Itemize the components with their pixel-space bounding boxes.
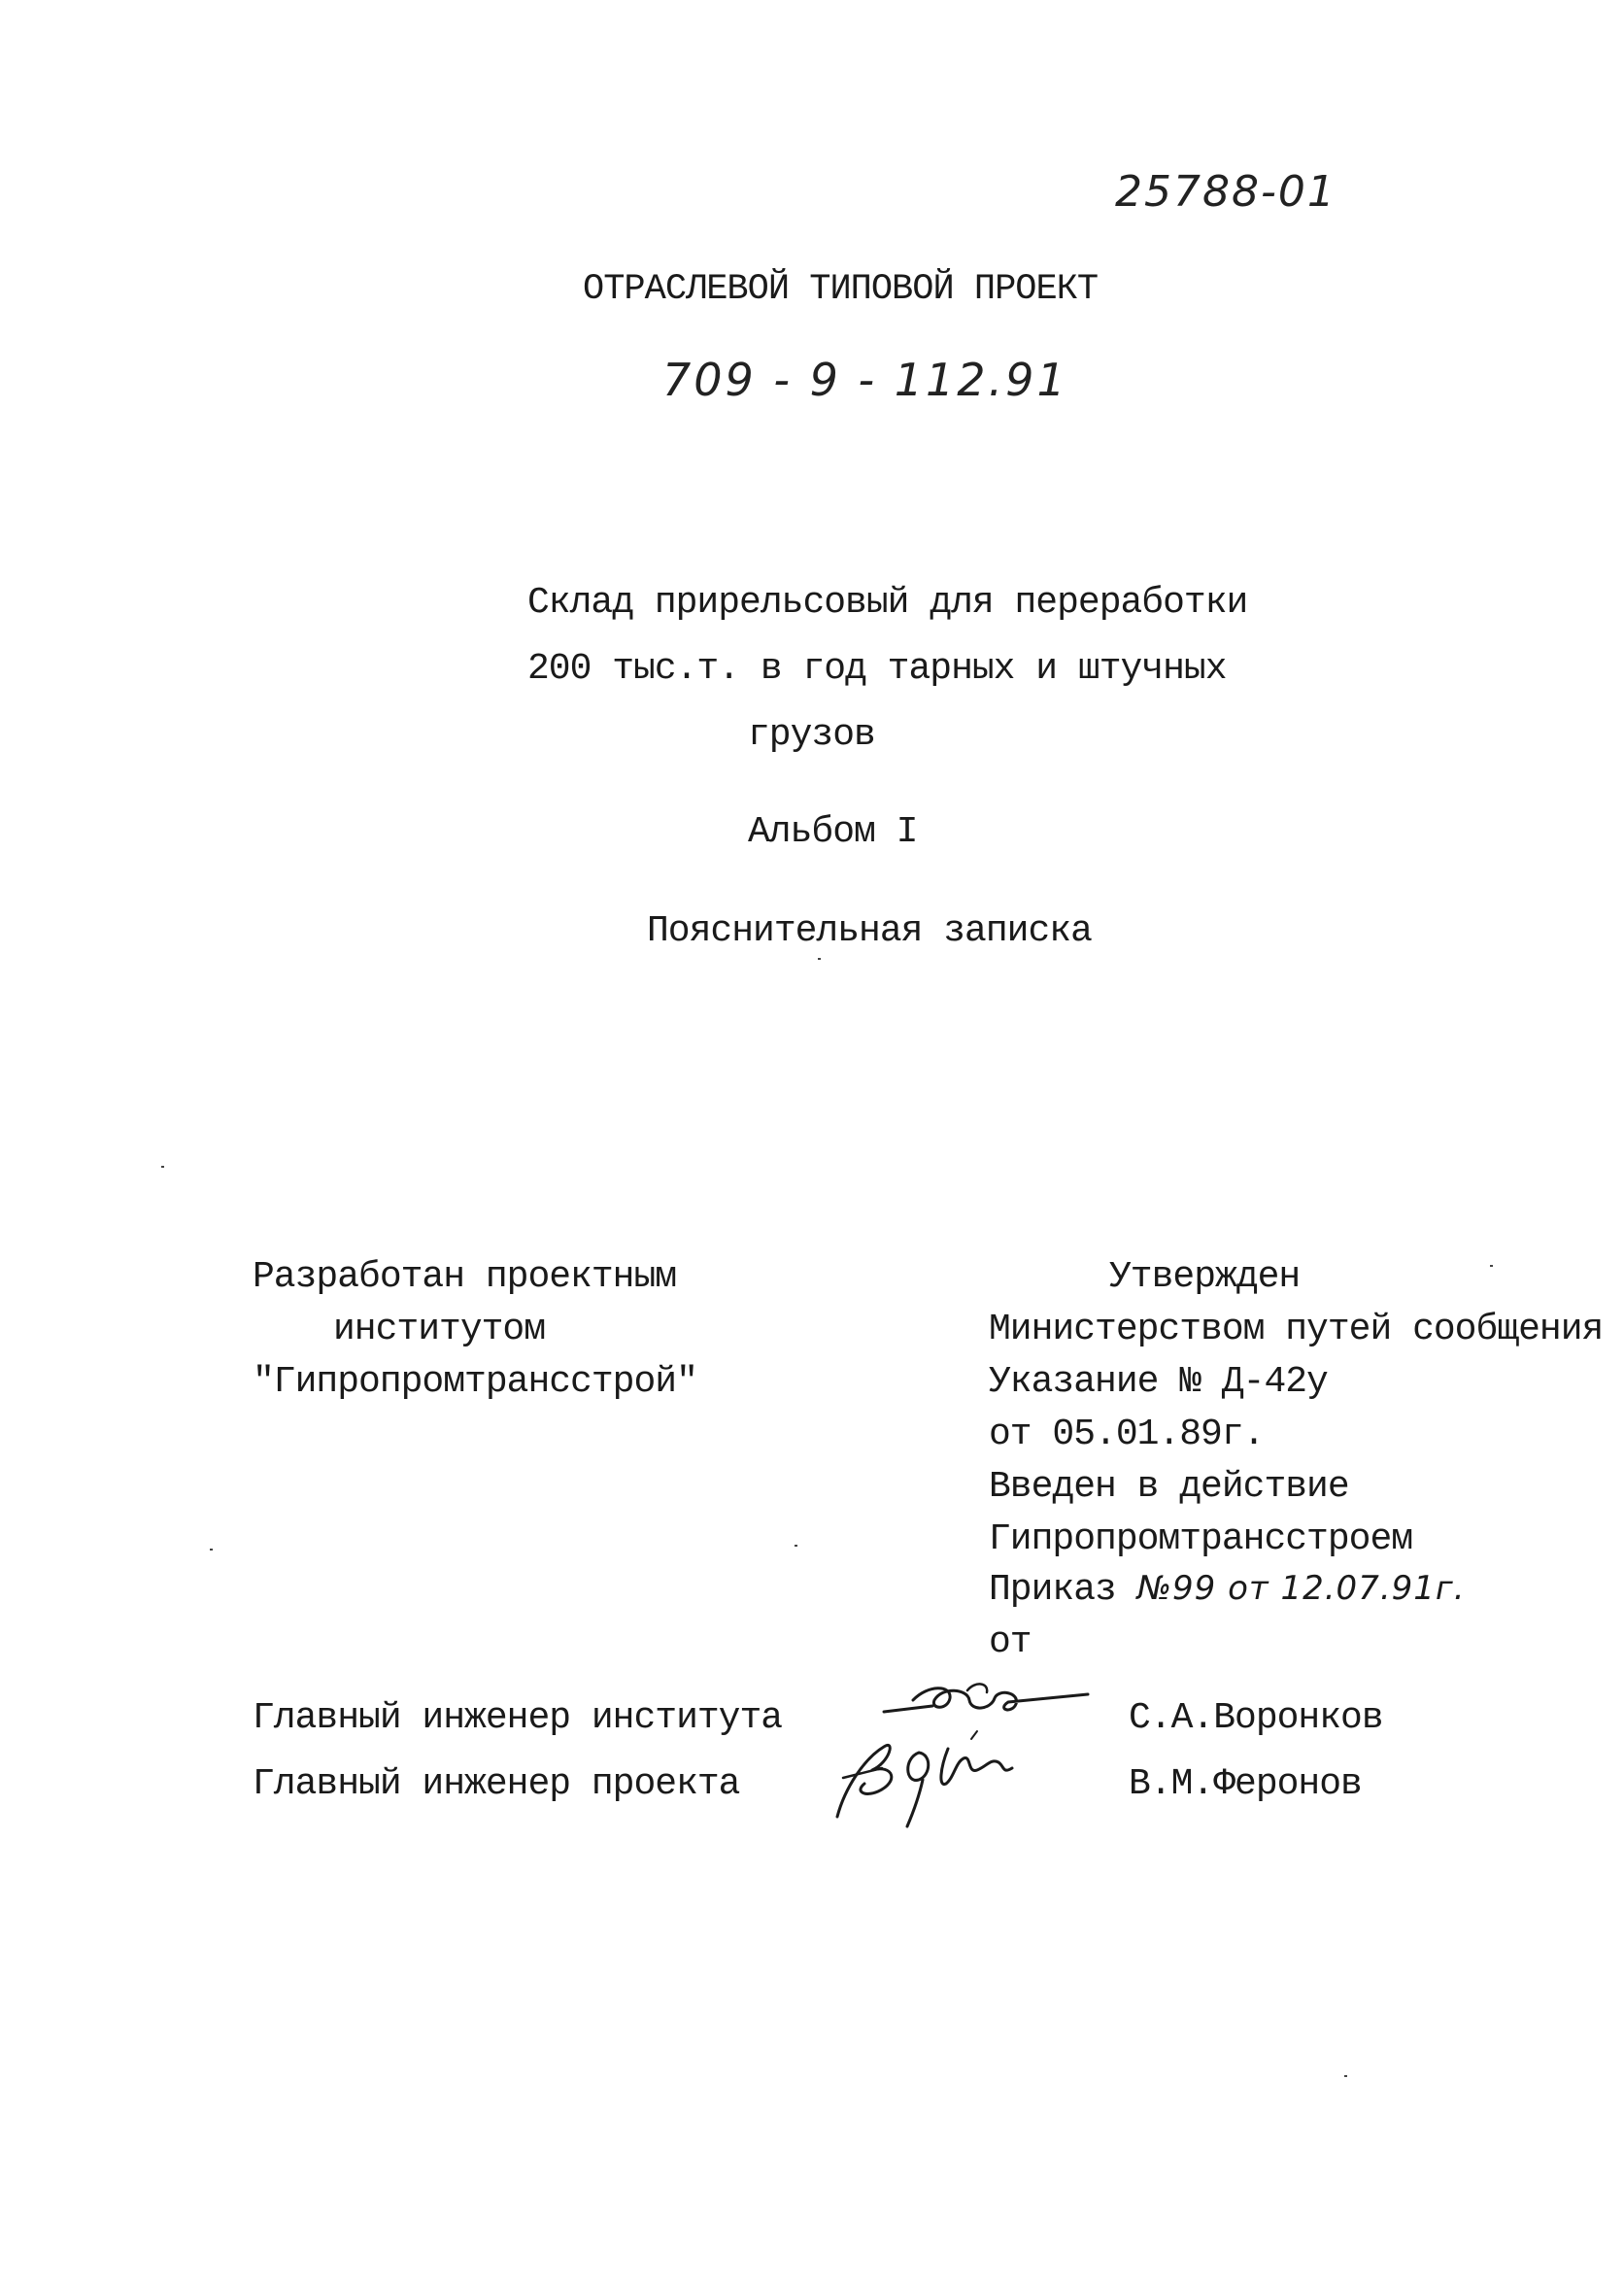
- document-title: ОТРАСЛЕВОЙ ТИПОВОЙ ПРОЕКТ: [583, 269, 1099, 310]
- signature-feronov: [826, 1720, 1039, 1836]
- scan-speck: [161, 1166, 164, 1168]
- developer-institute: "Гипропромтрансстрой": [253, 1361, 697, 1403]
- scan-speck: [1344, 2075, 1347, 2077]
- approval-date: от 05.01.89г.: [989, 1414, 1265, 1455]
- scan-speck: [210, 1549, 213, 1551]
- project-code: 709 - 9 - 112.91: [662, 354, 1068, 406]
- approval-order: [989, 1569, 1466, 1611]
- signatory-name-2: В.М.Феронов: [1129, 1763, 1362, 1805]
- signatory-role-1: Главный инженер института: [253, 1697, 783, 1739]
- project-name-line-1: Склад прирельсовый для переработки: [527, 582, 1248, 624]
- approval-from: от: [989, 1621, 1032, 1663]
- scan-speck: [795, 1545, 797, 1547]
- project-name-line-3: грузов: [748, 714, 875, 756]
- approval-order-prefix: Приказ: [989, 1569, 1116, 1611]
- approval-enacted: Введен в действие: [989, 1466, 1349, 1508]
- developer-line-1: Разработан проектным: [253, 1256, 677, 1298]
- signatory-role-2: Главный инженер проекта: [253, 1763, 740, 1805]
- approval-enacted-by: Гипропромтрансстроем: [989, 1518, 1413, 1560]
- approval-directive: Указание № Д-42у: [989, 1361, 1328, 1403]
- signatory-name-1: С.А.Воронков: [1129, 1697, 1383, 1739]
- registration-number: 25788-01: [1115, 167, 1336, 217]
- approval-ministry: Министерством путей сообщения: [989, 1309, 1604, 1350]
- scan-speck: [818, 958, 821, 960]
- album-label: Альбом I: [748, 811, 918, 853]
- scan-speck: [1490, 1265, 1493, 1267]
- document-type: Пояснительная записка: [647, 910, 1092, 952]
- approval-heading: Утвержден: [1109, 1256, 1301, 1298]
- approval-order-handwritten: №99 от 12.07.91г.: [1136, 1569, 1466, 1608]
- project-name-line-2: 200 тыс.т. в год тарных и штучных: [527, 648, 1227, 690]
- developer-line-2: институтом: [333, 1309, 546, 1350]
